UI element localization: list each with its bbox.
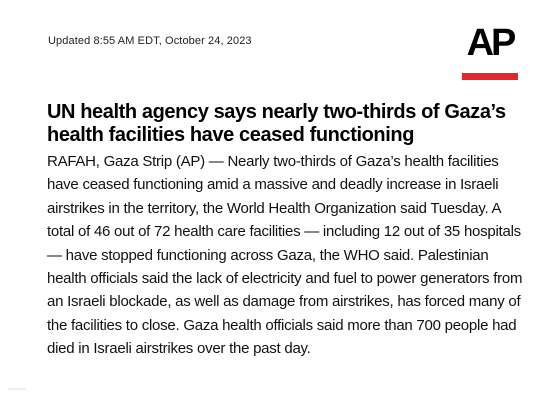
article-body: RAFAH, Gaza Strip (AP) — Nearly two-thirds of Gaza’s health facilities have ceased functioning amid a massive and deadly increase in Israeli airstrikes in the territory, the World Health Organization said Tuesday. A total of 46 out of 72 health care facilities — including 12 out of 35 hospitals — have stopped functioning across Gaza, the WHO said. Palestinian health officials said the lack of electricity and fuel to power generators from an Israeli blockade, as well as damage from airstrikes, has forced many of the facilities to close. Gaza health officials said more than 700 people had died in Israeli airstrikes over the past day. <box>47 153 523 358</box>
ap-logo-red-bar <box>462 73 518 80</box>
decorative-divider <box>8 388 26 390</box>
article-headline: UN health agency says nearly two-thirds of Gaza’s health facilities have ceased functioning <box>47 101 506 146</box>
ap-logo-icon <box>462 22 518 80</box>
ap-logo-text: AP <box>466 22 514 64</box>
updated-timestamp: Updated 8:55 AM EDT, October 24, 2023 <box>48 35 252 47</box>
